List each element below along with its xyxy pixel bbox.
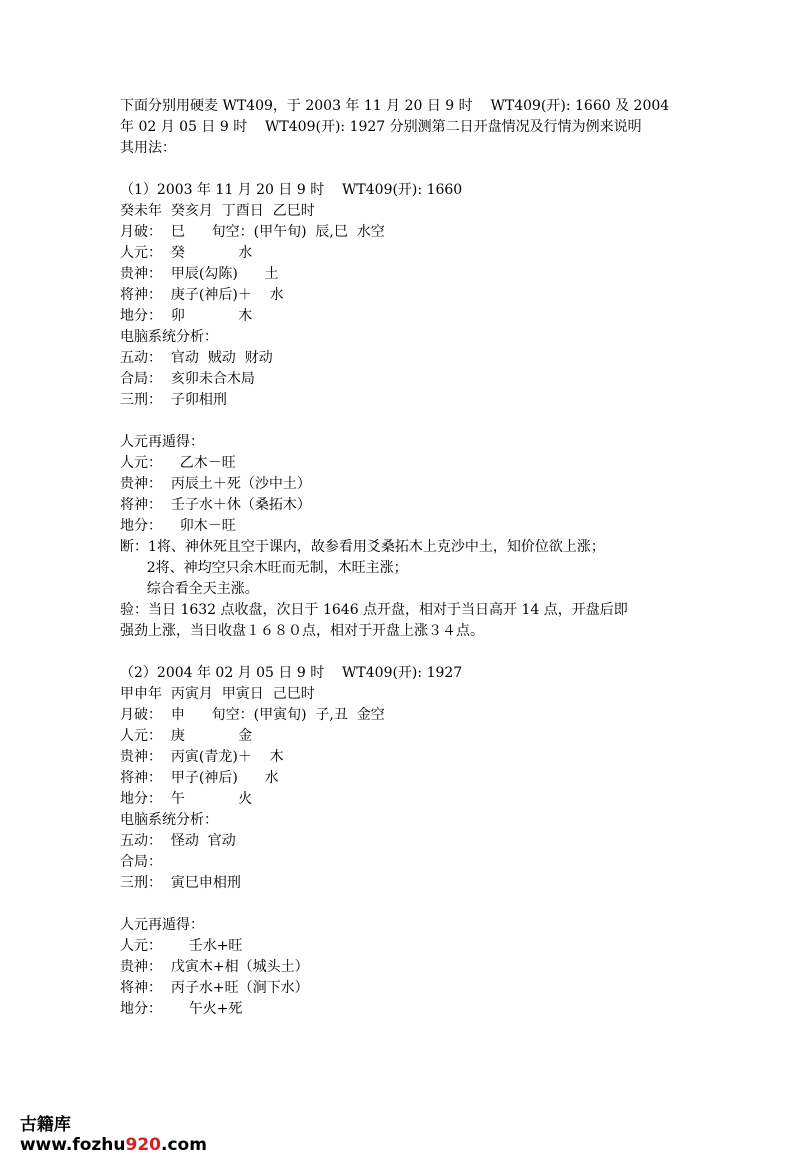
text-line: 年 02 月 05 日 9 时 WT409(开): 1927 分别测第二日开盘情况及行情为例来说明 [120, 119, 642, 135]
text-line: 人元： 癸 水 [120, 245, 253, 261]
text-line: 五动： 官动 贼动 财动 [120, 350, 273, 366]
text-line: 三刑： 子卯相刑 [120, 392, 227, 408]
text-line: 月破： 申 旬空：(甲寅旬) 子,丑 金空 [120, 707, 385, 723]
text-line: 人元再遁得： [120, 434, 204, 450]
text-line: 验：当日 1632 点收盘，次日于 1646 点开盘，相对于当日高开 14 点，开盘后即 [120, 602, 628, 618]
text-line: 人元： 壬水+旺 [120, 938, 243, 954]
text-line: 合局： [120, 854, 162, 870]
text-line: 五动： 怪动 官动 [120, 833, 236, 849]
text-line: 电脑系统分析： [120, 329, 218, 345]
case-1-header [120, 180, 680, 411]
text-line: 下面分别用硬麦 WT409，于 2003 年 11 月 20 日 9 时 WT409(开): 1660 及 2004 [120, 98, 670, 114]
case-1-analysis [120, 432, 680, 642]
blank-line [120, 894, 680, 915]
text-line: 地分： 午火+死 [120, 1001, 243, 1017]
footer-url-number: 920 [125, 1135, 162, 1155]
text-line: 地分： 卯 木 [120, 308, 253, 324]
footer-url-suffix: .com [161, 1135, 207, 1155]
text-line: 电脑系统分析： [120, 812, 218, 828]
text-line: （1）2003 年 11 月 20 日 9 时 WT409(开): 1660 [120, 182, 463, 198]
document-body [120, 96, 680, 1020]
footer-site-name: 古籍库 [19, 1115, 71, 1135]
text-line: 人元再遁得： [120, 917, 204, 933]
text-line: 将神： 丙子水+旺（涧下水） [120, 980, 309, 996]
text-line: 将神： 庚子(神后)＋ 水 [120, 287, 284, 303]
intro-paragraph [120, 96, 680, 159]
text-line: 合局： 亥卯未合木局 [120, 371, 255, 387]
blank-line [120, 642, 680, 663]
text-line: 贵神： 戊寅木+相（城头土） [120, 959, 309, 975]
text-line: 其用法： [120, 140, 176, 156]
text-line: 人元： 乙木－旺 [120, 455, 236, 471]
text-line: （2）2004 年 02 月 05 日 9 时 WT409(开): 1927 [120, 665, 463, 681]
text-line: 贵神： 丙寅(青龙)＋ 木 [120, 749, 284, 765]
text-line: 断：1将、神休死且空于课内，故参看用爻桑拓木上克沙中土，知价位欲上涨； [120, 539, 605, 555]
text-line: 三刑： 寅巳申相刑 [120, 875, 241, 891]
text-line: 综合看全天主涨。 [120, 581, 259, 597]
blank-line [120, 411, 680, 432]
text-line: 将神： 壬子水＋休（桑拓木） [120, 497, 311, 513]
text-line: 癸未年 癸亥月 丁酉日 乙巳时 [120, 203, 315, 219]
text-line: 强劲上涨，当日收盘１６８０点，相对于开盘上涨３４点。 [120, 623, 484, 639]
text-line: 地分： 卯木－旺 [120, 518, 236, 534]
text-line: 贵神： 丙辰土＋死（沙中土） [120, 476, 311, 492]
text-line: 地分： 午 火 [120, 791, 253, 807]
text-line: 2将、神均空只余木旺而无制，木旺主涨； [120, 560, 408, 576]
text-line: 甲申年 丙寅月 甲寅日 己巳时 [120, 686, 315, 702]
text-line: 贵神： 甲辰(勾陈) 土 [120, 266, 279, 282]
text-line: 月破： 巳 旬空：(甲午旬) 辰,巳 水空 [120, 224, 385, 240]
footer-watermark [8, 1090, 207, 1155]
footer-url-prefix: www.fozhu [19, 1135, 126, 1155]
case-2-header [120, 663, 680, 894]
blank-line [120, 159, 680, 180]
text-line: 人元： 庚 金 [120, 728, 253, 744]
text-line: 将神： 甲子(神后) 水 [120, 770, 279, 786]
case-2-analysis [120, 915, 680, 1020]
